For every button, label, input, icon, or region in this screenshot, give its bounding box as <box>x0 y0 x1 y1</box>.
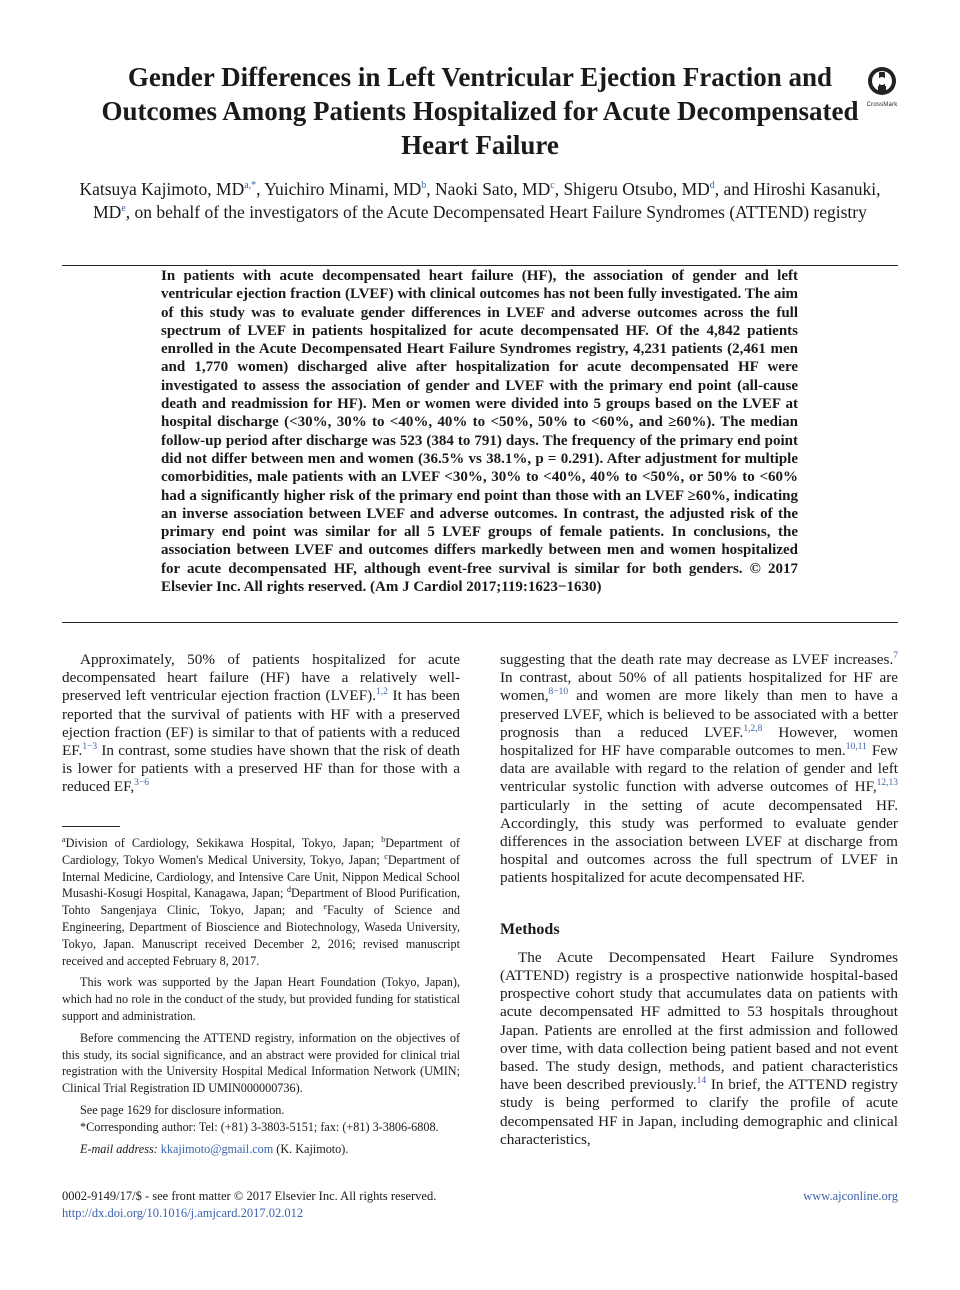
author-affiliation-marker[interactable]: e <box>121 203 126 214</box>
authors-and: and <box>723 179 749 199</box>
methods-paragraph: The Acute Decompensated Heart Failure Syndromes (ATTEND) registry is a prospective nationwide hospital-based prospective cohort study that accumulates data on patients with acute decompensated HF admitted to 53 hospitals throughout Japan. Patients are enrolled at the first admission and followed over time, with data collection being patient based and not event based. The study design, methods, and patient characteristics have been described previously.$^{14}$ In brief, the ATTEND registry study is being performed to clarify the profile of acute decompensated HF in Japan, including demographic and clinical characteristics, <box>500 948 898 1148</box>
issn-line: 0002-9149/17/$ - see front matter © 2017 Elsevier Inc. All rights reserved. <box>62 1189 437 1203</box>
email-link[interactable]: kkajimoto@gmail.com <box>160 1141 274 1156</box>
citation-link[interactable]: 8−10 <box>548 687 569 698</box>
author-affiliation-marker[interactable]: b <box>421 180 427 191</box>
author-list: Katsuya Kajimoto, $MD^{a,*}$, Yuichiro Minami, $MD^b$, Naoki Sato, $MD^c$, Shigeru Otsubo, $MD^d$, and Hiroshi Kasanuki, MDe, on behalf of the investigators of the Acute Decompensated Heart Failure Syndromes (ATTEND) registry <box>79 179 881 222</box>
registration-note: Before commencing the ATTEND registry, information on the objectives of this study, its social significance, and an abstract were provided for clinical trial registration with the University Hospital Medical Information Network (UMIN; Clinical Trial Registration ID UMIN000000736). <box>62 1030 460 1096</box>
abstract-top-rule <box>62 265 898 266</box>
citation-link[interactable]: 12,13 <box>876 778 898 789</box>
corresponding-author: *Corresponding author: Tel: (+81) 3-3803-5151; fax: (+81) 3-3806-6808. <box>80 1119 439 1134</box>
citation-link[interactable]: 10,11 <box>845 742 867 753</box>
abstract-bottom-rule <box>62 622 898 623</box>
footnote-rule <box>62 826 120 827</box>
journal-website-link[interactable]: www.ajconline.org <box>803 1189 898 1203</box>
section-heading-methods: Methods <box>500 920 560 938</box>
body-column-right <box>500 651 898 1149</box>
author-affiliation-marker[interactable]: a,* <box>244 180 257 191</box>
funding-note: This work was supported by the Japan Heart Foundation (Tokyo, Japan), which had no role in the conduct of the study, but provided funding for statistical support and administration. <box>62 975 460 1023</box>
author-affiliation-marker[interactable]: c <box>550 180 555 191</box>
author-name: Katsuya Kajimoto, MD <box>79 179 245 199</box>
crossmark-icon <box>867 66 897 96</box>
author-name: Hiroshi Kasanuki, MD <box>93 179 881 222</box>
footer-left <box>62 1188 436 1222</box>
crossmark-badge[interactable] <box>862 66 902 108</box>
citation-link[interactable]: 1,2 <box>376 687 388 698</box>
author-affiliation-marker[interactable]: d <box>709 180 715 191</box>
disclosure-note: See page 1629 for disclosure information. <box>80 1102 285 1117</box>
doi-link[interactable]: http://dx.doi.org/10.1016/j.amjcard.2017.02.012 <box>62 1206 304 1220</box>
footnotes <box>62 835 460 1157</box>
authors-group: on behalf of the investigators of the Acute Decompensated Heart Failure Syndromes (ATTEND) registry <box>134 202 867 222</box>
affiliations: $^a$Division of Cardiology, Sekikawa Hospital, Tokyo, Japan; $^b$Department of Cardiology, Tokyo Women's Medical University, Tokyo, Japan; $^c$Department of Internal Medicine, Cardiology, and Intensive Care Unit, Nippon Medical School Musashi-Kosugi Hospital, Kanagawa, Japan; $^d$Department of Blood Purification, Tohto Sangenjaya Clinic, Tokyo, Japan; and $^e$Faculty of Science and Engineering, Department of Bioscience and Biotechnology, Waseda University, Tokyo, Japan. Manuscript received December 2, 2016; revised manuscript received and accepted February 8, 2017. <box>62 835 460 968</box>
citation-link[interactable]: 7 <box>893 651 898 661</box>
citation-link[interactable]: 14 <box>696 1076 707 1087</box>
author-name: Yuichiro Minami, MD <box>264 179 422 199</box>
intro-paragraph: Approximately, 50% of patients hospitalized for acute decompensated heart failure (HF) have a relatively well-preserved left ventricular ejection fraction (LVEF).$^{1,2}$ It has been reported that the survival of patients with HF with a preserved ejection fraction (EF) is similar to that of patients with a reduced EF.$^{1-3}$ In contrast, some studies have shown that the risk of death is lower for patients with a preserved HF than for those with a reduced EF,$^{3-6}$ <box>62 651 460 796</box>
citation-link[interactable]: 3−6 <box>134 778 150 789</box>
abstract: In patients with acute decompensated heart failure (HF), the association of gender and left ventricular ejection fraction (LVEF) with clinical outcomes has not been fully investigated. The aim of this study was to evaluate gender differences in LVEF and adverse outcomes across the full spectrum of LVEF in patients hospitalized for acute decompensated HF. Of the 4,842 patients enrolled in the Acute Decompensated Heart Failure Syndromes registry, 4,231 patients (2,461 men and 1,770 women) discharged alive after hospitalization for acute decompensated HF were investigated to assess the association of gender and LVEF with the primary end point (all-cause death and readmission for HF). Men or women were divided into 5 groups based on the LVEF at hospital discharge (<30%, 30% to <40%, 40% to <50%, 50% to <60%, and ≥60%). The median follow-up period after discharge was 523 (384 to 791) days. The frequency of the primary end point did not differ between men and women (36.5% vs 38.1%, p = 0.291). After adjustment for multiple comorbidities, male patients with an LVEF <30%, 30% to <40%, 40% to <50%, or 50% to <60% had a significantly higher risk of the primary end point than those with an LVEF ≥60%, indicating an inverse association between LVEF and adverse outcomes. In contrast, the adjusted risk of the primary end point was similar for all 5 LVEF groups of female patients. In conclusions, the association between LVEF and outcomes differs markedly between men and women hospitalized for acute decompensated HF, although event-free survival is similar for both genders. © 2017 Elsevier Inc. All rights reserved. (Am J Cardiol 2017;119:1623−1630) <box>161 268 798 596</box>
author-name: Shigeru Otsubo, MD <box>563 179 710 199</box>
citation-link[interactable]: 1,2,8 <box>743 723 763 734</box>
intro-paragraph-continued: suggesting that the death rate may decrease as LVEF increases.$^7$ In contrast, about 50% of all patients hospitalized for HF are women,$^{8-10}$ and women are more likely than men to have a preserved LVEF, which is believed to be associated with a better prognosis than a reduced LVEF.$^{1,2,8}$ However, women hospitalized for HF have comparable outcomes to men.$^{10,11}$ Few data are available with regard to the relation of gender and left ventricular systolic function with adverse outcomes of HF,$^{12,13}$ particularly in the setting of acute decompensated HF. Accordingly, this study was performed to evaluate gender differences in the association between LVEF at discharge from hospital and outcomes across the full spectrum of LVEF in patients hospitalized for acute decompensated HF. <box>500 651 899 887</box>
article-title: Gender Differences in Left Ventricular Ejection Fraction and Outcomes Among Patients Hospitalized for Acute Decompensated Heart Failure <box>101 62 859 160</box>
crossmark-label: CrossMark <box>866 102 898 108</box>
author-name: Naoki Sato, MD <box>435 179 551 199</box>
email-note: E-mail address: kkajimoto@gmail.com (K. Kajimoto). <box>80 1141 349 1156</box>
body-column-left <box>62 651 460 797</box>
citation-link[interactable]: 1−3 <box>82 742 98 753</box>
